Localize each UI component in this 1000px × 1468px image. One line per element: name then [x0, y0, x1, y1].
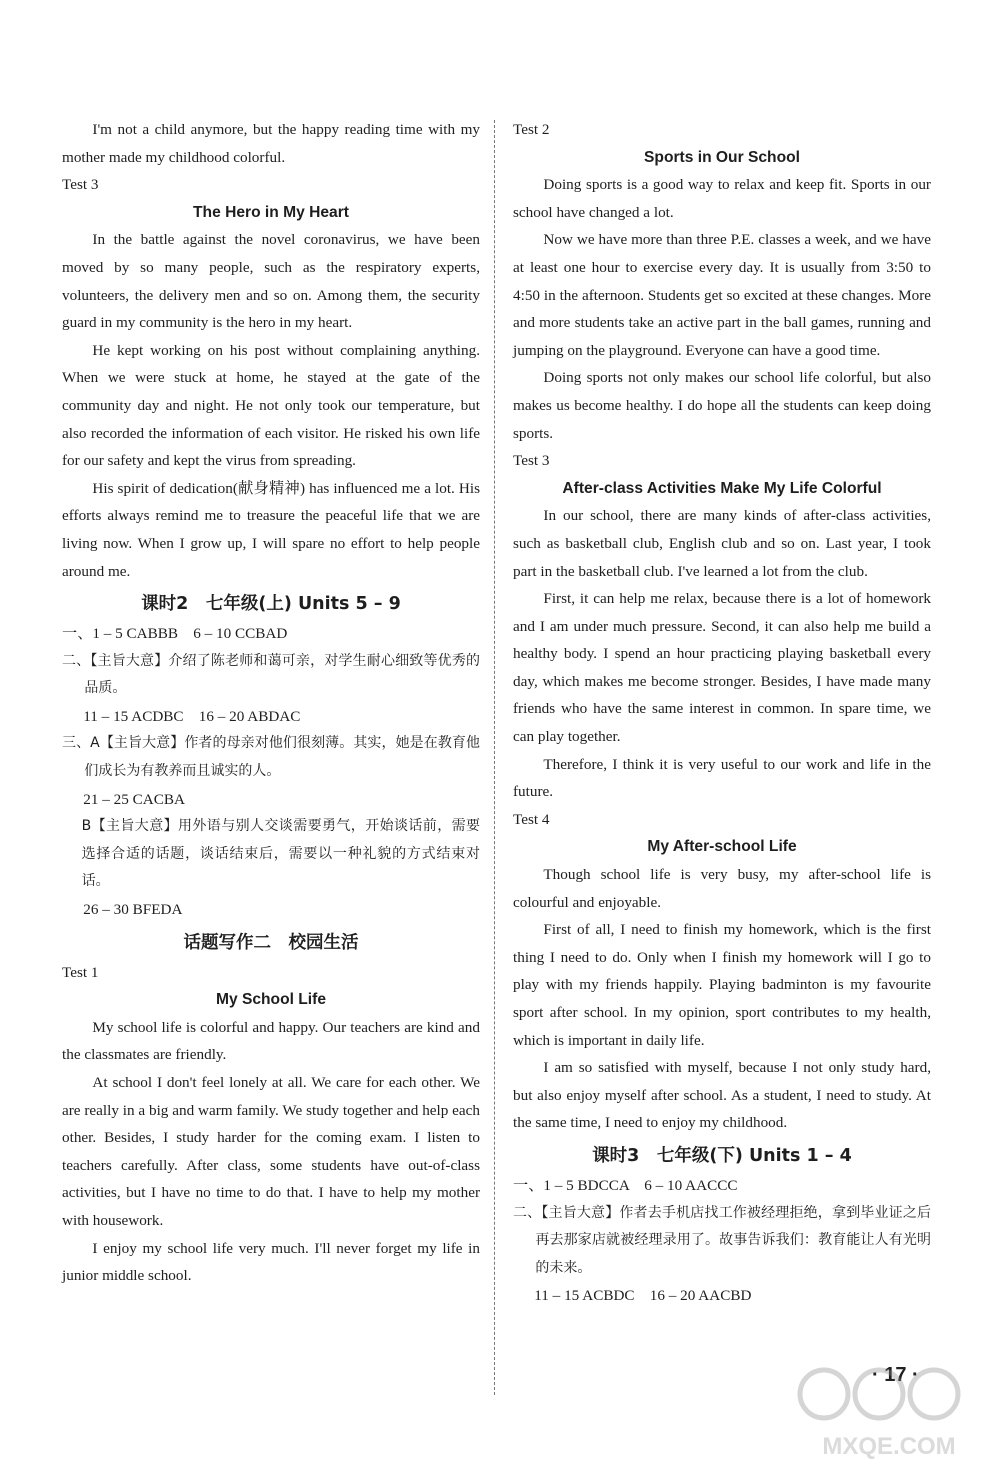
- answer-summary: 三、A【主旨大意】作者的母亲对他们很刻薄。其实，她是在教育他们成长为有教养而且诚实的人。: [62, 735, 480, 780]
- essay-title: My After-school Life: [647, 838, 797, 856]
- answer-summary: 二、【主旨大意】介绍了陈老师和蔼可亲，对学生耐心细致等优秀的品质。: [62, 652, 480, 697]
- page-number: · 17 ·: [872, 1364, 919, 1386]
- paragraph: I'm not a child anymore, but the happy reading time with my mother made my childhood colorful.: [62, 121, 480, 166]
- paragraph: In the battle against the novel coronavirus, we have been moved by so many people, such as the respiratory experts, volunteers, the delivery men and so on. Among them, the security guard in my community is the hero in my heart.: [62, 231, 480, 332]
- paragraph: I enjoy my school life very much. I'll never forget my life in junior middle school.: [62, 1239, 480, 1285]
- section-title: 课时3 七年级(下) Units 1 – 4: [592, 1145, 852, 1166]
- section-title: 话题写作二 校园生活: [183, 932, 359, 953]
- answer-line: 26 – 30 BFEDA: [83, 901, 183, 919]
- left-column: [62, 116, 480, 1290]
- watermark-logo: [794, 1354, 984, 1464]
- answer-summary: B【主旨大意】用外语与别人交谈需要勇气，开始谈话前，需要选择合适的话题，谈话结束后，需要以一种礼貌的方式结束对话。: [81, 818, 480, 890]
- answer-summary: 二、【主旨大意】作者去手机店找工作被经理拒绝，拿到毕业证之后再去那家店就被经理录用了。故事告诉我们：教育能让人有光明的未来。: [513, 1204, 931, 1276]
- watermark-text: MXQE.COM: [822, 1433, 956, 1460]
- test-label: Test 2: [513, 121, 550, 138]
- paragraph: Though school life is very busy, my after-school life is colourful and enjoyable.: [513, 866, 931, 911]
- essay-title: Sports in Our School: [644, 148, 800, 166]
- test-label: Test 3: [513, 452, 550, 470]
- paragraph: His spirit of dedication(献身精神) has influenced me a lot. His efforts always remind me to treasure the peaceful life that we are living now. When I grow up, I will spare no effort to help people around me.: [62, 479, 480, 580]
- paragraph: In our school, there are many kinds of after-class activities, such as basketball club, English club and so on. Last year, I took part in the basketball club. I've learned a lot from the club.: [513, 507, 931, 580]
- paragraph: At school I don't feel lonely at all. We care for each other. We are really in a big and warm family. We study together and help each other. Besides, I study harder for the coming exam. I listen to teachers carefully. After class, some students have out-of-class activities, but I have no time to do that. I have to help my mother with housework.: [62, 1074, 480, 1229]
- paragraph: He kept working on his post without complaining anything. When we were stuck at home, he stayed at the gate of the community day and night. He not only took our temperature, but also recorded the information of each visitor. He risked his own life for our safety and kept the virus from spreading.: [62, 341, 480, 470]
- paragraph: First of all, I need to finish my homework, which is the first thing I need to do. Only when I finish my homework will I go to play with my friends happily. Playing badminton is my favourite sport after school. In my opinion, sport contributes to my health, which is important in daily life.: [513, 921, 931, 1049]
- test-label: Test 3: [62, 176, 99, 194]
- answer-line: 11 – 15 ACBDC 16 – 20 AACBD: [534, 1287, 752, 1305]
- test-label: Test 1: [62, 963, 99, 981]
- right-column: [513, 116, 931, 1310]
- paragraph: My school life is colorful and happy. Our teachers are kind and the classmates are friendly.: [62, 1018, 480, 1064]
- essay-title: My School Life: [215, 991, 327, 1009]
- paragraph: Doing sports not only makes our school life colorful, but also makes us become healthy. I do hope all the students can keep doing sports.: [513, 369, 931, 442]
- essay-title: After-class Activities Make My Life Colorful: [562, 479, 882, 497]
- paragraph: Now we have more than three P.E. classes a week, and we have at least one hour to exercise every day. It is usually from 3:50 to 4:50 in the afternoon. Students get so excited at these changes. More and more students take an active part in the ball games, running and jumping on the playground. Everyone can have a good time.: [513, 231, 931, 359]
- answer-line: 一、1 – 5 BDCCA 6 – 10 AACCC: [513, 1176, 738, 1194]
- answer-line: 21 – 25 CACBA: [83, 790, 185, 808]
- test-label: Test 4: [513, 810, 550, 828]
- paragraph: I am so satisfied with myself, because I not only study hard, but also enjoy myself after school. As a student, I need to study. At the same time, I need to enjoy my childhood.: [513, 1059, 931, 1132]
- paragraph: Doing sports is a good way to relax and keep fit. Sports in our school have changed a lot.: [513, 176, 931, 221]
- section-title: 课时2 七年级(上) Units 5 – 9: [141, 594, 401, 615]
- answer-line: 一、1 – 5 CABBB 6 – 10 CCBAD: [62, 625, 288, 643]
- essay-title: The Hero in My Heart: [193, 203, 349, 221]
- answer-line: 11 – 15 ACDBC 16 – 20 ABDAC: [83, 707, 301, 725]
- column-divider: [494, 120, 495, 1395]
- paragraph: First, it can help me relax, because there is a lot of homework and I am under much pressure. Second, it can also help me build a healthy body. I spend an hour practicing playing basketball every day, which makes me become stronger. Besides, I have made many friends who have the same interest in common. In spare time, we can play together.: [513, 590, 931, 746]
- paragraph: Therefore, I think it is very useful to our work and life in the future.: [513, 755, 931, 801]
